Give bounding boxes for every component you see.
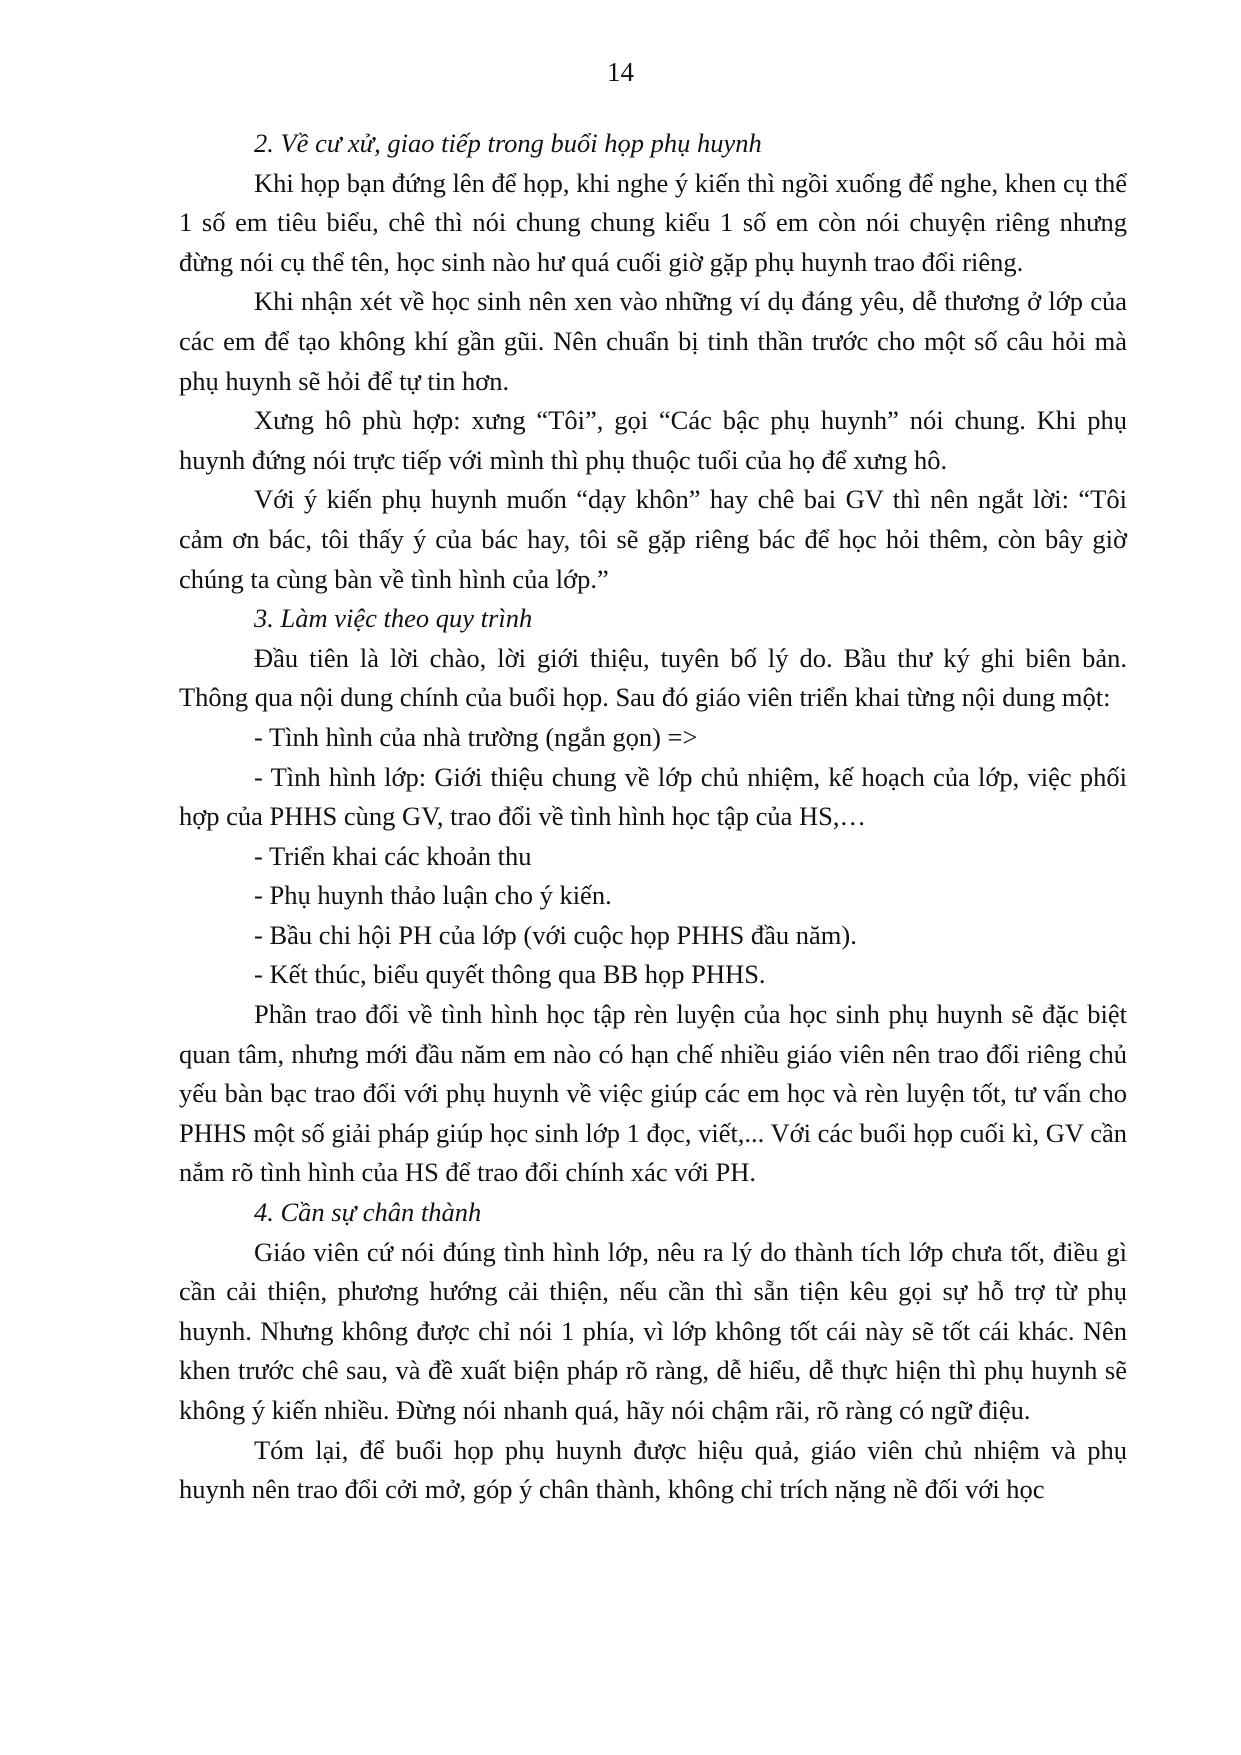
list-item: - Tình hình lớp: Giới thiệu chung về lớp chủ nhiệm, kế hoạch của lớp, việc phối hợp của PHHS cùng GV, trao đổi về tình hình học tập của HS,…: [179, 761, 1127, 832]
page-number: 14: [607, 57, 634, 87]
section-heading: 3. Làm việc theo quy trình: [254, 603, 533, 634]
paragraph: Với ý kiến phụ huynh muốn “dạy khôn” hay chê bai GV thì nên ngắt lời: “Tôi cảm ơn bác, tôi thấy ý của bác hay, tôi sẽ gặp riêng bác để học hỏi thêm, còn bây giờ chúng ta cùng bàn về tình hình của lớp.”: [179, 484, 1127, 594]
paragraph: Xưng hô phù hợp: xưng “Tôi”, gọi “Các bậc phụ huynh” nói chung. Khi phụ huynh đứng nói trực tiếp với mình thì phụ thuộc tuổi của họ để xưng hô.: [179, 405, 1127, 475]
list-item: - Bầu chi hội PH của lớp (với cuộc họp PHHS đầu năm).: [254, 919, 857, 950]
list-item: - Triển khai các khoản thu: [254, 840, 532, 871]
paragraph: Khi họp bạn đứng lên để họp, khi nghe ý kiến thì ngồi xuống để nghe, khen cụ thể 1 số em tiêu biểu, chê thì nói chung chung kiểu 1 số em còn nói chuyện riêng nhưng đừng nói cụ thể tên, học sinh nào hư quá cuối giờ gặp phụ huynh trao đổi riêng.: [179, 167, 1127, 277]
paragraph: Giáo viên cứ nói đúng tình hình lớp, nêu ra lý do thành tích lớp chưa tốt, điều gì cần cải thiện, phương hướng cải thiện, nếu cần thì sẵn tiện kêu gọi sự hỗ trợ từ phụ huynh. Nhưng không được chỉ nói 1 phía, vì lớp không tốt cái này sẽ tốt cái khác. Nên khen trước chê sau, và đề xuất biện pháp rõ ràng, dễ hiểu, dễ thực hiện thì phụ huynh sẽ không ý kiến nhiều. Đừng nói nhanh quá, hãy nói chậm rãi, rõ ràng có ngữ điệu.: [179, 1236, 1127, 1425]
section-heading: 2. Về cư xử, giao tiếp trong buổi họp phụ huynh: [254, 128, 762, 158]
section-heading: 4. Cần sự chân thành: [254, 1197, 482, 1228]
paragraph: Phần trao đổi về tình hình học tập rèn luyện của học sinh phụ huynh sẽ đặc biệt quan tâm, nhưng mới đầu năm em nào có hạn chế nhiều giáo viên nên trao đổi riêng chủ yếu bàn bạc trao đổi với phụ huynh về việc giúp các em học và rèn luyện tốt, tư vấn cho PHHS một số giải pháp giúp học sinh lớp 1 đọc, viết,... Với các buổi họp cuối kì, GV cần nắm rõ tình hình của HS để trao đổi chính xác với PH.: [179, 999, 1127, 1188]
list-item: - Kết thúc, biểu quyết thông qua BB họp PHHS.: [254, 959, 766, 990]
paragraph: Đầu tiên là lời chào, lời giới thiệu, tuyên bố lý do. Bầu thư ký ghi biên bản. Thông qua nội dung chính của buổi họp. Sau đó giáo viên triển khai từng nội dung một:: [179, 642, 1127, 713]
list-item: - Tình hình của nhà trường (ngắn gọn) =>: [254, 721, 698, 752]
conclusion-paragraph: Tóm lại, để buổi họp phụ huynh được hiệu quả, giáo viên chủ nhiệm và phụ huynh nên trao đổi cởi mở, góp ý chân thành, không chỉ trích nặng nề đối với học: [179, 1434, 1127, 1505]
paragraph: Khi nhận xét về học sinh nên xen vào những ví dụ đáng yêu, dễ thương ở lớp của các em để tạo không khí gần gũi. Nên chuẩn bị tinh thần trước cho một số câu hỏi mà phụ huynh sẽ hỏi để tự tin hơn.: [179, 286, 1127, 396]
list-item: - Phụ huynh thảo luận cho ý kiến.: [254, 880, 612, 911]
document-body: [179, 124, 1127, 1510]
